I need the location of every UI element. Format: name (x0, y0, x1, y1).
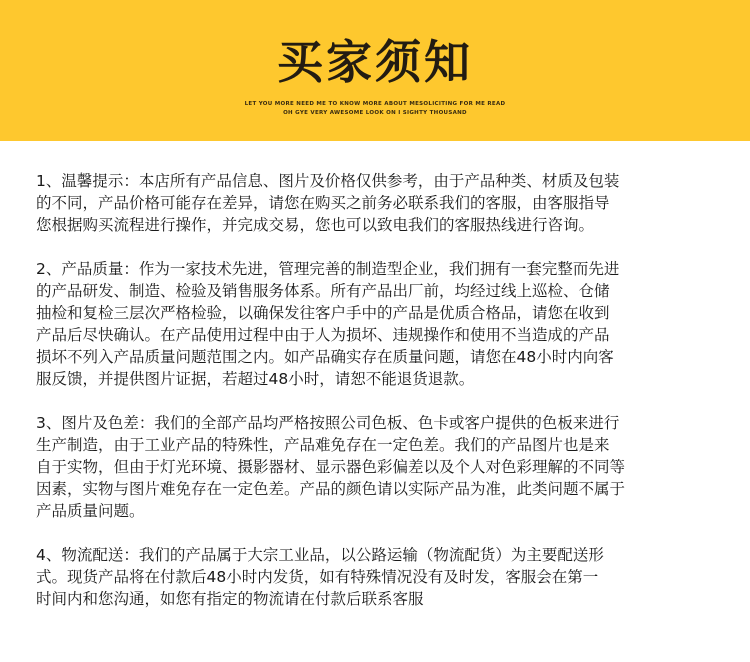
notice-section-product-quality (36, 258, 726, 390)
text-line: 服反馈，并提供图片证据，若超过48小时，请恕不能退货退款。 (36, 370, 475, 388)
text-line: 生产制造，由于工业产品的特殊性，产品难免存在一定色差。我们的产品图片也是来 (36, 436, 610, 454)
text-line: 抽检和复检三层次严格检验，以确保发往客户手中的产品是优质合格品，请您在收到 (36, 304, 610, 322)
text-line: 自于实物，但由于灯光环境、摄影器材、显示器色彩偏差以及个人对色彩理解的不同等 (36, 458, 626, 476)
text-line: 您根据购买流程进行操作，并完成交易，您也可以致电我们的客服热线进行咨询。 (36, 216, 595, 234)
text-line: 产品质量问题。 (36, 502, 145, 520)
text-line: 产品后尽快确认。在产品使用过程中由于人为损坏、违规操作和使用不当造成的产品 (36, 326, 610, 344)
text-line: 3、图片及色差：我们的全部产品均严格按照公司色板、色卡或客户提供的色板来进行 (36, 414, 620, 432)
text-line: 时间内和您沟通，如您有指定的物流请在付款后联系客服 (36, 590, 424, 608)
notice-section-logistics (36, 544, 726, 610)
banner-subtitle-line-2: OH GYE VERY AWESOME LOOK ON I SIGHTY THOUSAND (283, 110, 467, 116)
text-line: 式。现货产品将在付款后48小时内发货，如有特殊情况没有及时发，客服会在第一 (36, 568, 599, 586)
page-title: 买家须知 (277, 35, 473, 89)
text-line: 2、产品质量：作为一家技术先进，管理完善的制造型企业，我们拥有一套完整而先进 (36, 260, 620, 278)
notice-section-friendly-reminder (36, 170, 726, 236)
text-line: 因素，实物与图片难免存在一定色差。产品的颜色请以实际产品为准，此类问题不属于 (36, 480, 626, 498)
text-line: 1、温馨提示：本店所有产品信息、图片及价格仅供参考，由于产品种类、材质及包装 (36, 172, 620, 190)
notice-content (36, 170, 726, 632)
notice-section-images-color-difference (36, 412, 726, 522)
banner-subtitle-line-1: LET YOU MORE NEED ME TO KNOW MORE ABOUT MESOLICITING FOR ME READ (244, 101, 506, 107)
header-banner (0, 0, 750, 141)
text-line: 4、物流配送：我们的产品属于大宗工业品，以公路运输（物流配货）为主要配送形 (36, 546, 604, 564)
text-line: 的产品研发、制造、检验及销售服务体系。所有产品出厂前，均经过线上巡检、仓储 (36, 282, 610, 300)
text-line: 损坏不列入产品质量问题范围之内。如产品确实存在质量问题，请您在48小时内向客 (36, 348, 614, 366)
text-line: 的不同，产品价格可能存在差异，请您在购买之前务必联系我们的客服，由客服指导 (36, 194, 610, 212)
